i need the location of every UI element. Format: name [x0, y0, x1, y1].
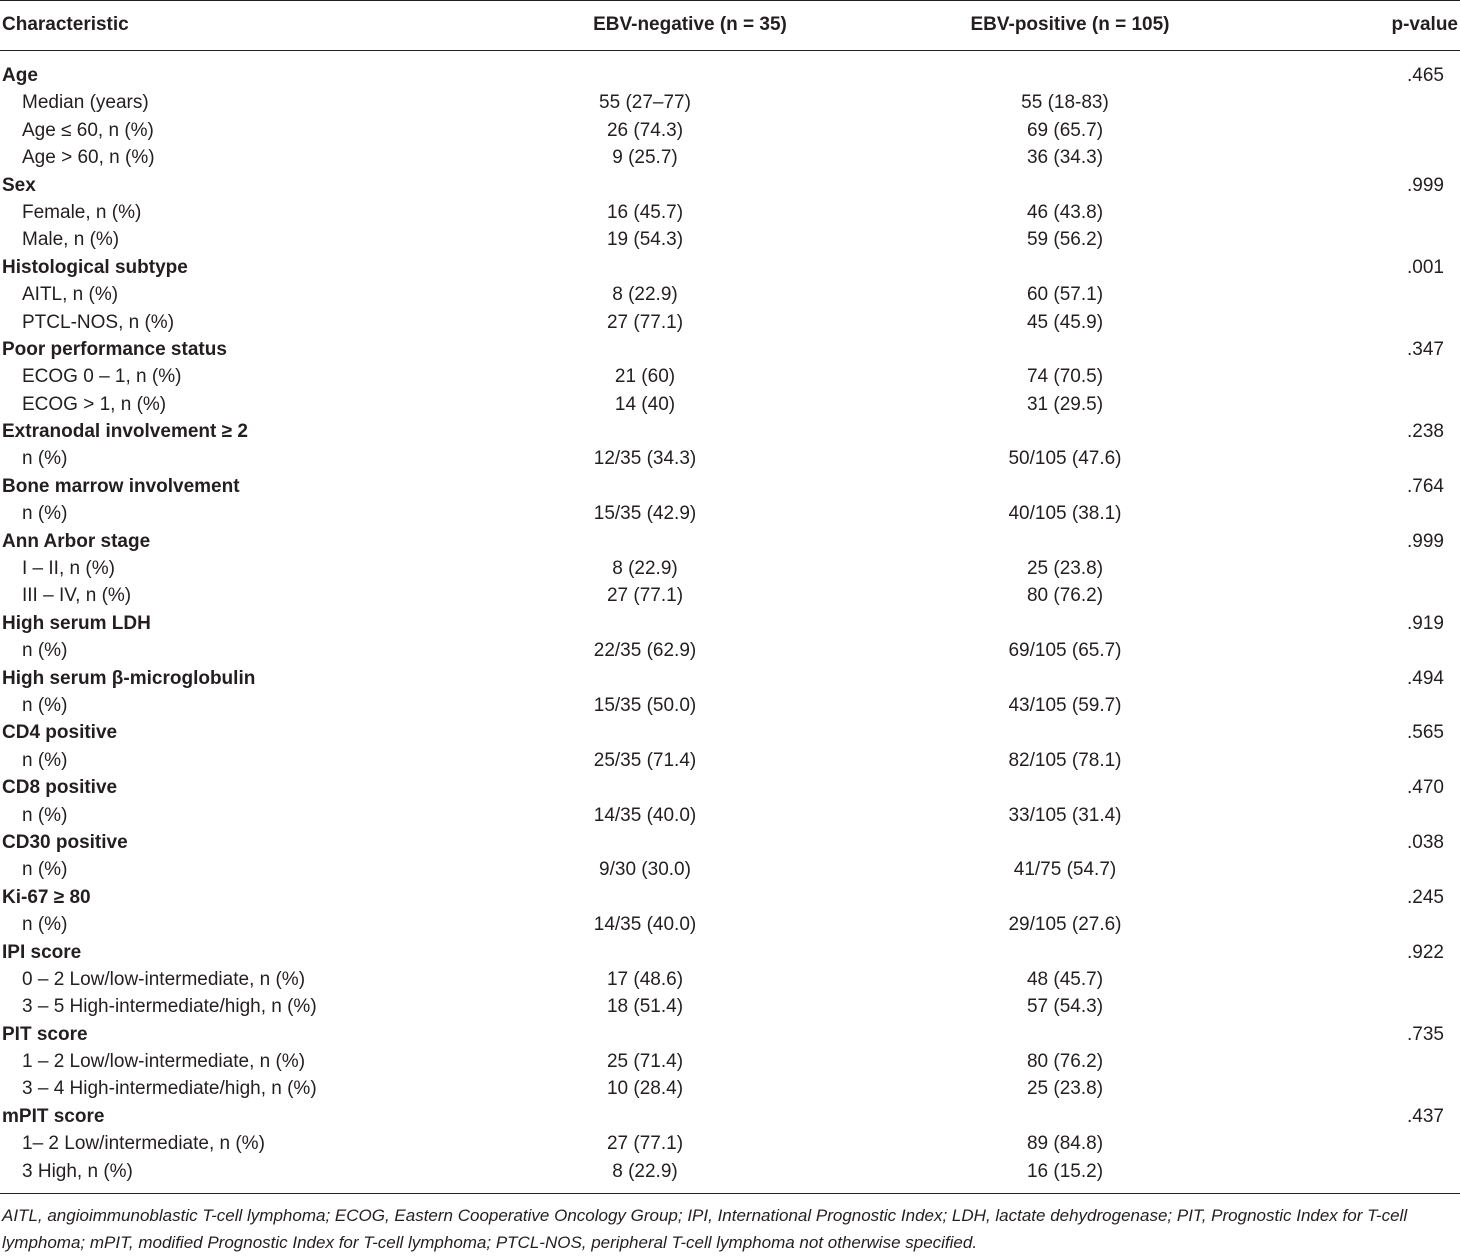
ebv-negative-value: 27 (77.1)	[606, 311, 684, 333]
row-label: ECOG > 1, n (%)	[22, 393, 167, 415]
table-header-row	[0, 0, 1460, 50]
ebv-positive-value: 16 (15.2)	[1026, 1160, 1104, 1182]
row-label: 3 – 4 High-intermediate/high, n (%)	[22, 1078, 317, 1100]
row-label: Age > 60, n (%)	[22, 147, 155, 169]
table-row	[0, 391, 1460, 418]
ebv-positive-value: 33/105 (31.4)	[1008, 804, 1122, 826]
ebv-positive-value: 69 (65.7)	[1026, 119, 1104, 141]
row-label: 1– 2 Low/intermediate, n (%)	[22, 1133, 265, 1155]
p-value: .494	[1407, 667, 1444, 689]
ebv-positive-value: 36 (34.3)	[1026, 147, 1104, 169]
ebv-negative-value: 26 (74.3)	[606, 119, 684, 141]
section-label: IPI score	[2, 941, 82, 963]
ebv-negative-value: 10 (28.4)	[606, 1078, 684, 1100]
row-label: ECOG 0 – 1, n (%)	[22, 366, 182, 388]
table-row	[0, 1130, 1460, 1157]
header-characteristic: Characteristic	[2, 14, 129, 35]
ebv-negative-value: 8 (22.9)	[612, 284, 678, 306]
row-label: n (%)	[22, 749, 68, 771]
table-row	[0, 692, 1460, 719]
table-section-row	[0, 829, 1460, 856]
table-row	[0, 309, 1460, 336]
row-label: AITL, n (%)	[22, 284, 119, 306]
table-row	[0, 144, 1460, 171]
row-label: 3 – 5 High-intermediate/high, n (%)	[22, 996, 317, 1018]
header-ebv-negative: EBV-negative (n = 35)	[593, 14, 787, 35]
p-value: .764	[1407, 475, 1444, 497]
row-label: n (%)	[22, 859, 68, 881]
table-section-row	[0, 1021, 1460, 1048]
p-value: .038	[1407, 831, 1444, 853]
ebv-positive-value: 43/105 (59.7)	[1008, 694, 1122, 716]
ebv-positive-value: 50/105 (47.6)	[1008, 448, 1122, 470]
table-row	[0, 117, 1460, 144]
ebv-negative-value: 22/35 (62.9)	[593, 640, 697, 662]
ebv-negative-value: 27 (77.1)	[606, 585, 684, 607]
row-label: Female, n (%)	[22, 201, 142, 223]
ebv-positive-value: 80 (76.2)	[1026, 1051, 1104, 1073]
ebv-negative-value: 18 (51.4)	[606, 996, 684, 1018]
ebv-negative-value: 9 (25.7)	[612, 147, 678, 169]
section-label: Bone marrow involvement	[2, 475, 240, 497]
row-label: n (%)	[22, 640, 68, 662]
ebv-positive-value: 41/75 (54.7)	[1013, 859, 1117, 881]
p-value: .001	[1407, 256, 1444, 278]
ebv-positive-value: 29/105 (27.6)	[1008, 914, 1122, 936]
table-section-row	[0, 473, 1460, 500]
table-body	[0, 62, 1460, 1185]
table-row	[0, 911, 1460, 938]
table-row	[0, 747, 1460, 774]
table-footnote: AITL, angioimmunoblastic T-cell lymphoma; ECOG, Eastern Cooperative Oncology Group; IPI, International Prognostic Index; LDH, lactate dehydrogenase; PIT, Prognostic Index for T-cell lymphoma; mPIT, modified Prognostic Index for T-cell lymphoma; PTCL-NOS, peripheral T-cell lymphoma not otherwise specified.	[2, 1206, 1408, 1252]
row-label: 3 High, n (%)	[22, 1160, 133, 1182]
ebv-positive-value: 82/105 (78.1)	[1008, 749, 1122, 771]
row-label: III – IV, n (%)	[22, 585, 132, 607]
ebv-positive-value: 89 (84.8)	[1026, 1133, 1104, 1155]
table-section-row	[0, 62, 1460, 89]
ebv-positive-value: 46 (43.8)	[1026, 201, 1104, 223]
table-row	[0, 281, 1460, 308]
section-label: Extranodal involvement ≥ 2	[2, 421, 248, 443]
row-label: n (%)	[22, 503, 68, 525]
table-row	[0, 555, 1460, 582]
table-row	[0, 363, 1460, 390]
row-label: n (%)	[22, 914, 68, 936]
row-label: Male, n (%)	[22, 229, 120, 251]
ebv-positive-value: 74 (70.5)	[1026, 366, 1104, 388]
table-section-row	[0, 665, 1460, 692]
p-value: .735	[1407, 1023, 1444, 1045]
table-row	[0, 89, 1460, 116]
ebv-negative-value: 27 (77.1)	[606, 1133, 684, 1155]
section-label: High serum LDH	[2, 612, 151, 634]
table-section-row	[0, 528, 1460, 555]
row-label: 1 – 2 Low/low-intermediate, n (%)	[22, 1051, 306, 1073]
ebv-negative-value: 17 (48.6)	[606, 968, 684, 990]
ebv-negative-value: 8 (22.9)	[612, 1160, 678, 1182]
p-value: .919	[1407, 612, 1444, 634]
ebv-positive-value: 40/105 (38.1)	[1008, 503, 1122, 525]
ebv-negative-value: 15/35 (50.0)	[593, 694, 697, 716]
section-label: CD8 positive	[2, 777, 118, 799]
table-row	[0, 1048, 1460, 1075]
table-section-row	[0, 172, 1460, 199]
ebv-positive-value: 25 (23.8)	[1026, 1078, 1104, 1100]
p-value: .999	[1407, 530, 1444, 552]
ebv-negative-value: 12/35 (34.3)	[593, 448, 697, 470]
row-label: I – II, n (%)	[22, 558, 115, 580]
table-section-row	[0, 774, 1460, 801]
row-label: 0 – 2 Low/low-intermediate, n (%)	[22, 968, 306, 990]
ebv-negative-value: 14/35 (40.0)	[593, 804, 697, 826]
p-value: .565	[1407, 722, 1444, 744]
p-value: .245	[1407, 886, 1444, 908]
row-label: Median (years)	[22, 92, 149, 114]
p-value: .465	[1407, 65, 1444, 86]
row-label: n (%)	[22, 448, 68, 470]
section-label: CD4 positive	[2, 722, 118, 744]
section-label: High serum β-microglobulin	[2, 667, 256, 689]
ebv-negative-value: 25/35 (71.4)	[593, 749, 697, 771]
table-section-row	[0, 884, 1460, 911]
ebv-negative-value: 14 (40)	[614, 393, 676, 415]
table-row	[0, 993, 1460, 1020]
ebv-positive-value: 80 (76.2)	[1026, 585, 1104, 607]
ebv-positive-value: 55 (18-83)	[1021, 92, 1109, 114]
row-label: PTCL-NOS, n (%)	[22, 311, 175, 333]
table-header-rule	[0, 50, 1460, 51]
table-row	[0, 802, 1460, 829]
table-row	[0, 226, 1460, 253]
ebv-negative-value: 16 (45.7)	[606, 201, 684, 223]
p-value: .999	[1407, 174, 1444, 196]
table-row	[0, 1158, 1460, 1185]
ebv-positive-value: 69/105 (65.7)	[1008, 640, 1122, 662]
table-section-row	[0, 336, 1460, 363]
ebv-positive-value: 45 (45.9)	[1026, 311, 1104, 333]
section-label: Ki-67 ≥ 80	[2, 886, 91, 908]
table-row	[0, 1075, 1460, 1102]
ebv-positive-value: 60 (57.1)	[1026, 284, 1104, 306]
table-row	[0, 445, 1460, 472]
ebv-negative-value: 21 (60)	[614, 366, 676, 388]
table-section-row	[0, 719, 1460, 746]
ebv-positive-value: 25 (23.8)	[1026, 558, 1104, 580]
ebv-negative-value: 9/30 (30.0)	[599, 859, 691, 881]
p-value: .470	[1407, 777, 1444, 799]
table-row	[0, 966, 1460, 993]
table-row	[0, 582, 1460, 609]
table-section-row	[0, 939, 1460, 966]
header-p-value: p-value	[1391, 14, 1458, 35]
table-bottom-rule	[0, 1193, 1460, 1194]
table-row	[0, 637, 1460, 664]
section-label: mPIT score	[2, 1105, 105, 1127]
row-label: Age ≤ 60, n (%)	[22, 119, 154, 141]
table-row	[0, 500, 1460, 527]
table-section-row	[0, 610, 1460, 637]
table-section-row	[0, 254, 1460, 281]
table-section-row	[0, 1103, 1460, 1130]
p-value: .437	[1407, 1105, 1444, 1127]
section-label: Ann Arbor stage	[2, 530, 151, 552]
p-value: .922	[1407, 941, 1444, 963]
table-section-row	[0, 418, 1460, 445]
ebv-positive-value: 57 (54.3)	[1026, 996, 1104, 1018]
ebv-negative-value: 8 (22.9)	[612, 558, 678, 580]
row-label: n (%)	[22, 694, 68, 716]
section-label: PIT score	[2, 1023, 88, 1045]
ebv-negative-value: 55 (27–77)	[599, 92, 691, 114]
section-label: CD30 positive	[2, 831, 128, 853]
ebv-negative-value: 19 (54.3)	[606, 229, 684, 251]
ebv-positive-value: 48 (45.7)	[1026, 968, 1104, 990]
p-value: .347	[1407, 338, 1444, 360]
ebv-negative-value: 14/35 (40.0)	[593, 914, 697, 936]
section-label: Histological subtype	[2, 256, 188, 278]
ebv-positive-value: 59 (56.2)	[1026, 229, 1104, 251]
p-value: .238	[1407, 421, 1444, 443]
table-row	[0, 856, 1460, 883]
ebv-negative-value: 25 (71.4)	[606, 1051, 684, 1073]
section-label: Age	[2, 65, 38, 86]
section-label: Poor performance status	[2, 338, 227, 360]
row-label: n (%)	[22, 804, 68, 826]
ebv-negative-value: 15/35 (42.9)	[593, 503, 697, 525]
section-label: Sex	[2, 174, 36, 196]
header-ebv-positive: EBV-positive (n = 105)	[970, 14, 1170, 35]
ebv-positive-value: 31 (29.5)	[1026, 393, 1104, 415]
table-row	[0, 199, 1460, 226]
